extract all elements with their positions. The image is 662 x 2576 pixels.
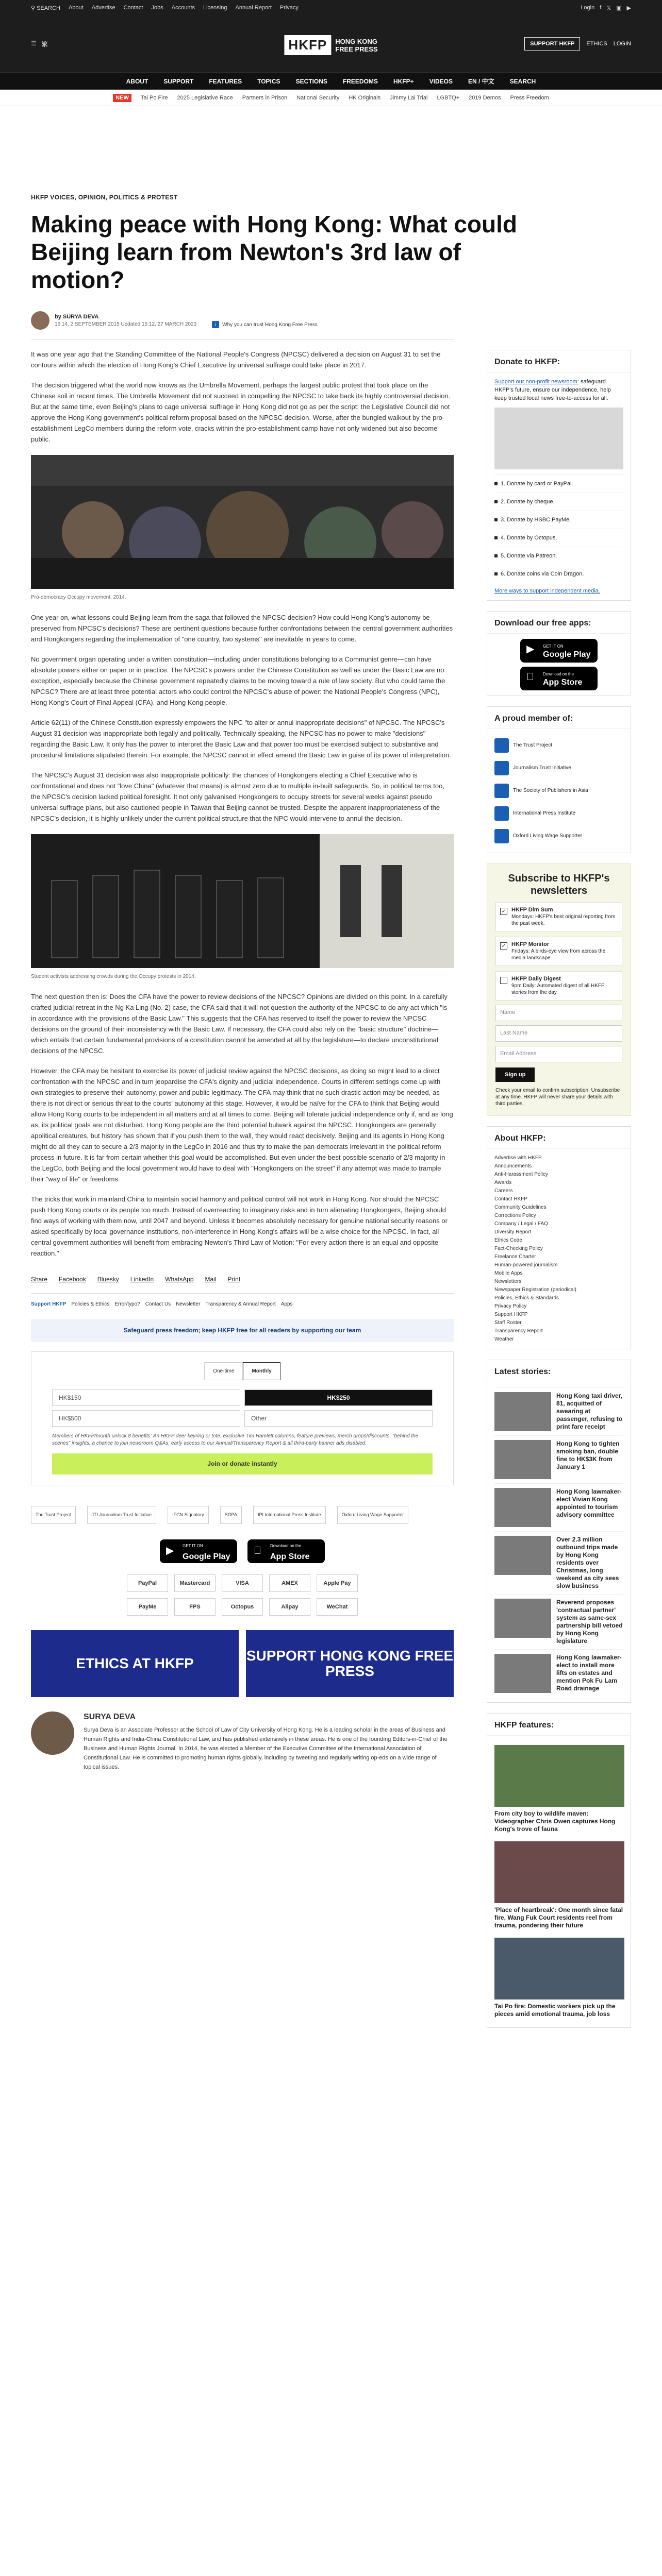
sidebar xyxy=(487,340,631,2028)
topbar-link-accounts[interactable]: Accounts xyxy=(171,5,195,11)
partner-logos xyxy=(31,1506,454,1524)
newsletter-option[interactable]: ✓ HKFP Dim Sum Mondays: HKFP's best original reporting from the past week. xyxy=(495,902,622,931)
top-utility-bar xyxy=(0,0,662,15)
byline xyxy=(31,311,631,330)
join-donate-button[interactable]: Join or donate instantly xyxy=(52,1453,433,1475)
author-box-name[interactable]: SURYA DEVA xyxy=(84,1713,136,1721)
logo-text: HONG KONG FREE PRESS xyxy=(335,37,378,53)
confirm-text: Check your email to confirm subscription. Unsubscribe at any time. HKFP will never share your details with third parties. xyxy=(495,1088,620,1107)
member-badge[interactable]: Oxford Living Wage Supporter xyxy=(494,825,623,848)
newsletter-widget xyxy=(487,863,631,1116)
apps-title: Download our free apps: xyxy=(487,612,631,634)
about-link[interactable]: Mobile Apps xyxy=(494,1270,523,1276)
paragraph: The next question then is: Does the CFA have the power to review decisions of the NPCSC? Opinions are divided on this point. In a carefully crafted judicial retreat in the Ng Ka Ling (No. 2) case, the CFA said that it will not question the authority of the NPCSC to do any act which "is in accordance with the provisions of the Basic Law." This suggests that the CFA has reserved to itself the power to review the NPCSC decisions on the ground of their inconsistency with the Basic Law. If necessary, the CFA could also rely on the "basic structure" doctrine—which entails that certain fundamental provisions of a constitution cannot be amended at all by the legislature—to declare unconstitutional decisions of the NPCSC. xyxy=(31,993,448,1055)
nav-search[interactable]: SEARCH xyxy=(509,77,536,85)
menu-icon[interactable]: ☰ xyxy=(31,39,37,47)
topbar-link-licensing[interactable]: Licensing xyxy=(203,5,227,11)
footer-link[interactable]: Newsletter xyxy=(176,1301,201,1307)
app-store-button[interactable]: Download on the App Store xyxy=(247,1539,325,1563)
member-badge[interactable]: The Society of Publishers in Asia xyxy=(494,779,623,802)
member-badge[interactable]: The Trust Project xyxy=(494,734,623,757)
donate-text: safeguard HKFP's future, ensure our independence, help keep trusted local news free-to-access for all. xyxy=(494,379,611,401)
payment-logo: AMEX xyxy=(269,1574,310,1592)
google-play-button[interactable]: ▶ GET IT ON Google Play xyxy=(520,639,598,663)
badge-logo xyxy=(494,761,509,775)
amount-option-selected[interactable]: HK$250 xyxy=(244,1389,433,1406)
trending-item[interactable]: National Security xyxy=(296,94,340,101)
page-container xyxy=(31,106,631,2018)
about-link[interactable]: Diversity Report xyxy=(494,1229,532,1235)
topbar-link-jobs[interactable]: Jobs xyxy=(151,5,163,11)
badge-logo xyxy=(494,738,509,753)
signup-button[interactable]: Sign up xyxy=(495,1067,535,1082)
member-badge[interactable]: International Press Institute xyxy=(494,802,623,825)
story-thumbnail xyxy=(494,1440,551,1479)
facebook-icon[interactable]: f xyxy=(600,5,602,11)
article-photo[interactable] xyxy=(31,834,454,968)
paragraph: The NPCSC's August 31 decision was also inappropriate politically: the chances of Hongkongers electing a Chief Executive who is confrontational and does not "love China" (whatever that means) is almost zero due to multiple in-built safeguards. So, in political terms too, the NPCSC's decision lacked political foresight. It not only galvanised Hongkongers to occupy streets for several weeks against pseudo universal suffrage plans, but also cautioned people in Taiwan that Beijing cannot be trusted. Despite the apparent inappropriateness of the NPCSC's decision, it is highly unlikely under the current political structure that the NPC would intervene to annul the decision. xyxy=(31,771,444,822)
latest-story[interactable]: Hong Kong lawmaker-elect Vivian Kong appointed to tourism advisory committee xyxy=(494,1483,623,1531)
about-link[interactable]: Privacy Policy xyxy=(494,1303,527,1309)
app-store-button[interactable]: Download on the App Store xyxy=(520,667,598,690)
about-link[interactable]: Support HKFP xyxy=(494,1312,528,1317)
donate-method[interactable]: 1. Donate by card or PayPal. xyxy=(494,474,623,493)
about-link[interactable]: Transparency Report xyxy=(494,1328,543,1334)
twitter-icon[interactable]: 𝕏 xyxy=(606,5,611,11)
author-bio: Surya Deva is an Associate Professor at the School of Law of City University of Hong Kong. He is a leading scholar in the areas of Business and Human Rights and India-China Constitutional Law, and has published extensively in these areas. He is one of the founding Editors-in-Chief of the Business and Human Rights Journal. In 2014, he was elected a Member of the Executive Committee of the International Association of Constitutional Law. He is committed to promoting human rights globally, including by tweeting and regularly writing op-eds on a wide range of topical issues. xyxy=(84,1727,448,1770)
article-body xyxy=(31,340,454,1772)
about-link[interactable]: Careers xyxy=(494,1188,513,1194)
footer-link[interactable]: Apps xyxy=(280,1301,293,1307)
trending-item[interactable]: Press Freedom xyxy=(510,94,549,101)
instagram-icon[interactable]: ▣ xyxy=(616,5,622,11)
partner-logo[interactable]: JTI Journalism Trust Initiative xyxy=(87,1506,157,1524)
about-title: About HKFP: xyxy=(487,1127,631,1149)
trust-link[interactable]: i Why you can trust Hong Kong Free Press xyxy=(212,321,318,328)
topbar-link-privacy[interactable]: Privacy xyxy=(279,5,299,11)
feature-thumbnail xyxy=(494,1745,624,1807)
about-link[interactable]: Human-powered journalism xyxy=(494,1262,558,1268)
youtube-icon[interactable]: ▶ xyxy=(626,5,631,11)
trending-item[interactable]: Jimmy Lai Trial xyxy=(390,94,428,101)
paragraph: The decision triggered what the world now knows as the Umbrella Movement, perhaps the largest public protest that took place on the Chinese soil in recent times. The Umbrella Movement did not succeed in compelling the NPCSC to take back its highly controversial decision. But at the same time, even Beijing's plans to cage universal suffrage in Hong Kong did not go as per the script: the Legislative Council did not approve the Hong Kong government's political reform proposal based on the NPCSC decision. Worse, after the bungled walkout by the pro-establishment LegCo members during the reform vote, cracks within the pro-establishment camp have not only widened but also become public. xyxy=(31,381,451,443)
author-box xyxy=(31,1711,454,1772)
nav-sections[interactable]: SECTIONS xyxy=(295,77,327,85)
promo-banners xyxy=(31,1630,454,1697)
share-mail[interactable]: Mail xyxy=(205,1276,217,1283)
latest-widget xyxy=(487,1360,631,1703)
last-name-field[interactable]: Last Name xyxy=(495,1025,622,1042)
search-link[interactable]: ⚲ SEARCH xyxy=(31,5,60,11)
topbar-link-contact[interactable]: Contact xyxy=(123,5,143,11)
logo-mark: HKFP xyxy=(284,35,331,55)
payment-logo: Mastercard xyxy=(174,1574,216,1592)
feature-story[interactable]: Tai Po fire: Domestic workers pick up the pieces amid emotional trauma, job loss xyxy=(494,1934,623,2022)
latest-story[interactable]: Over 2.3 million outbound trips made by Hong Kong residents over Christmas, long weekend as city sees slow business xyxy=(494,1531,623,1594)
play-icon: ▶ xyxy=(166,1545,174,1556)
donate-widget xyxy=(487,350,631,601)
trending-item[interactable]: Partners in Prison xyxy=(242,94,288,101)
ethics-banner[interactable]: ETHICS AT HKFP xyxy=(31,1630,239,1697)
apple-icon xyxy=(254,1546,261,1556)
main-nav xyxy=(0,72,662,90)
article-dates: 16:14, 2 SEPTEMBER 2015 Updated 15:12, 27 MARCH 2023 xyxy=(55,321,197,327)
nav-language[interactable]: EN / 中文 xyxy=(468,78,494,85)
about-link[interactable]: Fact-Checking Policy xyxy=(494,1246,543,1251)
amount-option-other[interactable]: Other xyxy=(244,1410,433,1427)
about-link[interactable]: Staff Roster xyxy=(494,1320,522,1326)
payment-logo: Apple Pay xyxy=(317,1574,358,1592)
donate-method[interactable]: 4. Donate by Octopus. xyxy=(494,529,623,547)
paragraph: No government organ operating under a written constitution—including under constitutions belonging to a Communist genre—can have absolute powers either on paper or in practice. The NPCSC's powers under the Chinese Constitution as well as under the Basic Law are no exception, especially because the Chinese government repeatedly claims to be moving toward a rule of law society. But who could tame the NPCSC? There are at least three potential actors who could control the NPCSC's abuse of power: the National People's Congress (NPC), Hong Kong's Court of Final Appeal (CFA), and Hong Kong people. xyxy=(31,655,445,706)
about-links xyxy=(487,1149,631,1349)
donate-method[interactable]: 2. Donate by cheque. xyxy=(494,493,623,511)
trending-bar xyxy=(0,90,662,106)
donation-frequency-tabs xyxy=(52,1362,433,1380)
footer-link[interactable]: Policies & Ethics xyxy=(71,1301,110,1307)
payment-logo: Alipay xyxy=(269,1598,310,1616)
payment-logo: WeChat xyxy=(317,1598,358,1616)
protest-crowd-image xyxy=(31,455,454,589)
trending-item[interactable]: 2025 Legislative Race xyxy=(177,94,233,101)
feature-thumbnail xyxy=(494,1938,624,1999)
share-bluesky[interactable]: Bluesky xyxy=(97,1276,119,1283)
about-link[interactable]: Corrections Policy xyxy=(494,1213,536,1218)
payment-methods xyxy=(108,1574,376,1616)
partner-logo[interactable]: The Trust Project xyxy=(31,1506,76,1524)
payment-logo: FPS xyxy=(174,1598,216,1616)
latest-story[interactable]: Reverend proposes 'contractual partner' system as same-sex partnership bill vetoed by Hong Kong legislature xyxy=(494,1594,623,1649)
checkbox[interactable]: ✓ xyxy=(500,908,507,915)
support-hkfp-button[interactable]: SUPPORT HKFP xyxy=(524,37,580,50)
trending-item[interactable]: LGBTQ+ xyxy=(437,94,460,101)
donate-method[interactable]: 5. Donate via Patreon. xyxy=(494,547,623,565)
membership-benefits-text: Members of HKFP/month unlock 8 benefits: An HKFP deer keyring or tote, exclusive Tim Hamlett columns, feature previews, merch drops/discounts, "behind the scenes" insights, a chance to join newsroom Q&As, early access to our Annual/Transparency Report & all third-party banner ads disabled. xyxy=(52,1433,419,1446)
trending-item[interactable]: 2019 Demos xyxy=(469,94,501,101)
about-link[interactable]: Advertise with HKFP xyxy=(494,1155,542,1161)
google-play-button[interactable]: ▶ GET IT ON Google Play xyxy=(160,1539,237,1563)
about-link[interactable]: Ethics Code xyxy=(494,1238,522,1243)
about-link[interactable]: Announcements xyxy=(494,1163,532,1169)
checkbox[interactable] xyxy=(500,977,507,984)
badge-logo xyxy=(494,784,509,798)
footer-link[interactable]: Error/typo? xyxy=(114,1301,140,1307)
nav-about[interactable]: ABOUT xyxy=(126,77,148,85)
newsletter-option[interactable]: HKFP Daily Digest 9pm Daily: Automated digest of all HKFP stories from the day. xyxy=(495,971,622,1001)
masthead xyxy=(0,15,662,72)
about-link[interactable]: Newspaper Registration (periodical) xyxy=(494,1287,576,1293)
site-logo[interactable] xyxy=(284,35,377,55)
donate-method[interactable]: 6. Donate coins via Coin Dragon. xyxy=(494,565,623,583)
apple-icon xyxy=(526,673,534,681)
nav-features[interactable]: FEATURES xyxy=(209,77,242,85)
partner-logo[interactable]: IPI International Press Institute xyxy=(253,1506,326,1524)
article-footer-links xyxy=(31,1293,454,1310)
story-thumbnail xyxy=(494,1654,551,1693)
story-thumbnail xyxy=(494,1599,551,1638)
article-categories[interactable]: HKFP VOICES, OPINION, POLITICS & PROTEST xyxy=(31,194,178,201)
donate-title: Donate to HKFP: xyxy=(487,350,631,372)
nav-support[interactable]: SUPPORT xyxy=(163,77,194,85)
nav-hkfp-plus[interactable]: HKFP+ xyxy=(393,77,414,85)
badge-logo xyxy=(494,829,509,843)
amount-grid xyxy=(52,1389,433,1427)
play-icon: ▶ xyxy=(526,643,535,655)
about-link[interactable]: Policies, Ethics & Standards xyxy=(494,1295,559,1301)
share-label[interactable]: Share xyxy=(31,1276,48,1283)
article-photo[interactable] xyxy=(31,455,454,589)
share-whatsapp[interactable]: WhatsApp xyxy=(165,1276,194,1283)
share-facebook[interactable]: Facebook xyxy=(59,1276,86,1283)
latest-title: Latest stories: xyxy=(487,1360,631,1382)
about-link[interactable]: Anti-Harassment Policy xyxy=(494,1172,548,1177)
about-link[interactable]: Freelance Charter xyxy=(494,1254,536,1260)
footer-link[interactable]: Transparency & Annual Report xyxy=(205,1301,276,1307)
topbar-link-annual-report[interactable]: Annual Report xyxy=(235,5,272,11)
feature-story[interactable]: From city boy to wildlife maven: Videographer Chris Owen captures Hong Kong's trove of fauna xyxy=(494,1741,623,1837)
partner-logo[interactable]: SOPA xyxy=(220,1506,242,1524)
email-field[interactable]: Email Address xyxy=(495,1046,622,1062)
about-link[interactable]: Newsletters xyxy=(494,1279,522,1284)
latest-story[interactable]: Hong Kong to tighten smoking ban, double fine to HK$3K from January 1 xyxy=(494,1435,623,1483)
new-badge: NEW xyxy=(113,94,131,102)
newsletter-title: Subscribe to HKFP's newsletters xyxy=(508,873,610,896)
story-thumbnail xyxy=(494,1392,551,1431)
payment-logo: Octopus xyxy=(222,1598,263,1616)
donate-image xyxy=(494,408,623,469)
story-thumbnail xyxy=(494,1536,551,1575)
tab-one-time[interactable]: One-time xyxy=(204,1362,243,1380)
author-name[interactable]: by SURYA DEVA xyxy=(55,314,99,320)
badge-logo xyxy=(494,806,509,821)
share-linkedin[interactable]: LinkedIn xyxy=(130,1276,154,1283)
author-avatar[interactable] xyxy=(31,311,49,330)
member-title: A proud member of: xyxy=(487,707,631,729)
article-title: Making peace with Hong Kong: What could Beijing learn from Newton's 3rd law of motion? xyxy=(31,211,517,293)
ethics-link[interactable]: ETHICS xyxy=(586,41,607,47)
member-badge[interactable]: Journalism Trust Initiative xyxy=(494,757,623,779)
latest-story[interactable]: Hong Kong lawmaker-elect to install more lifts on estates and mention Pok Fu Lam Road drainage xyxy=(494,1649,623,1697)
photo-caption: Student activists addressing crowds during the Occupy protests in 2014. xyxy=(31,974,196,979)
story-thumbnail xyxy=(494,1488,551,1527)
amount-option[interactable]: HK$150 xyxy=(52,1389,240,1406)
footer-support-link[interactable]: Support HKFP xyxy=(31,1301,67,1307)
about-link[interactable]: Community Guidelines xyxy=(494,1205,547,1210)
paragraph: One year on, what lessons could Beijing learn from the saga that followed the NPCSC decision? How could Hong Kong's autonomy be preserved from NPCSC's decisions? These are pertinent questions because further confrontations between the central government authorities and Hongkongers regarding the implementation of "one country, two systems" are inevitable in years to come. xyxy=(31,614,453,643)
partner-logo[interactable]: IFCN Signatory xyxy=(168,1506,209,1524)
student-activists-image xyxy=(31,834,454,968)
apps-widget xyxy=(487,611,631,696)
feature-story[interactable]: 'Place of heartbreak': One month since fatal fire, Wang Fuk Court residents reel from trauma, pondering their future xyxy=(494,1837,623,1934)
paragraph: However, the CFA may be hesitant to exercise its power of judicial review against the NPCSC decisions, as doing so might lead to a direct confrontation with the NPCSC and in turn jeopardise the CFA's dignity and judicial independence. Courts in different settings come up with own strategies to preserve their autonomy, power and public legitimacy. The CFA may think that no such drastic action may be needed, as there is not direct or serious threat to the courts' autonomy at this stage. However, it would be naïve for the CFA to think that Beijing would allow Hong Kong courts to be independent in all matters and at all times to come. Beijing will tolerate judicial independence only if, and as long as, its political goals are not disturbed. Hong Kong people are the third potential bulwark against the NPCSC. Hongkongers are generally apolitical creatures, but history has shown that if you push them to the wall, they would react decisively. Beijing and its agents in Hong Kong might do all they can to secure a 2/3 majority in the LegCo in 2016 and thus try to make the pan-democrats irrelevant in the political reform process in future. It is far from certain whether this goal would be accomplished. But even under the best possible scenario of 2/3 majority in the LegCo, both Beijing and the local government would have to deal with "Hongkongers on the street" if any attempt was made to trample their "way of life" or freedoms. xyxy=(31,1067,453,1183)
payment-logo: PayPal xyxy=(127,1574,168,1592)
topbar-link-advertise[interactable]: Advertise xyxy=(91,5,115,11)
feature-thumbnail xyxy=(494,1841,624,1903)
about-link[interactable]: Company / Legal / FAQ xyxy=(494,1221,548,1227)
donate-method[interactable]: 3. Donate by HSBC PayMe. xyxy=(494,511,623,529)
support-banner[interactable]: SUPPORT HONG KONG FREE PRESS xyxy=(246,1630,454,1697)
payment-logo: PayMe xyxy=(127,1598,168,1616)
tab-monthly[interactable]: Monthly xyxy=(243,1362,280,1380)
photo-caption: Pro-democracy Occupy movement, 2014. xyxy=(31,595,126,600)
about-link[interactable]: Awards xyxy=(494,1180,512,1185)
share-bar xyxy=(31,1274,454,1285)
paragraph: Article 62(11) of the Chinese Constitution expressly empowers the NPC "to alter or annul inappropriate decisions" of NPCSC. The NPCSC's August 31 decision was inappropriate both legally and politically. Technically speaking, the NPCSC has no power to make "decisions" regarding the Basic Law. It only has the power to interpret the Basic Law and that power too must be exercised subject to substantive and procedural limitations stipulated therein. For example, the NPCSC cannot in effect amend the Basic Law in guise of its power of interpretation. xyxy=(31,719,451,759)
paragraph: It was one year ago that the Standing Committee of the National People's Congress (NPCSC) delivered a decision on August 31 to set the contours within which the election of Hong Kong's Chief Executive by universal suffrage could take place in 2017. xyxy=(31,350,441,369)
checkbox[interactable]: ✓ xyxy=(500,942,507,950)
donate-link[interactable]: Support our non-profit newsroom: xyxy=(494,379,579,385)
about-link[interactable]: Weather xyxy=(494,1336,514,1342)
features-title: HKFP features: xyxy=(487,1714,631,1736)
name-field[interactable]: Name xyxy=(495,1005,622,1021)
latest-story[interactable]: Hong Kong taxi driver, 81, acquitted of swearing at passenger, refusing to print fare receipt xyxy=(494,1387,623,1435)
share-print[interactable]: Print xyxy=(227,1276,241,1283)
member-widget xyxy=(487,706,631,853)
newsletter-option[interactable]: ✓ HKFP Monitor Fridays: A birds-eye view from across the media landscape. xyxy=(495,937,622,966)
donation-widget xyxy=(31,1351,454,1485)
features-widget xyxy=(487,1713,631,2028)
topbar-link-login[interactable]: Login xyxy=(581,5,595,11)
safeguard-banner[interactable]: Safeguard press freedom; keep HKFP free for all readers by supporting our team xyxy=(31,1319,454,1342)
payment-logo: VISA xyxy=(222,1574,263,1592)
language-toggle[interactable]: 繁 xyxy=(41,40,48,48)
nav-videos[interactable]: VIDEOS xyxy=(429,77,453,85)
nav-topics[interactable]: TOPICS xyxy=(257,77,280,85)
amount-option[interactable]: HK$500 xyxy=(52,1410,240,1427)
topbar-link-about[interactable]: About xyxy=(68,5,84,11)
about-link[interactable]: Contact HKFP xyxy=(494,1196,527,1202)
login-link[interactable]: LOGIN xyxy=(613,41,631,47)
about-widget xyxy=(487,1126,631,1349)
trending-item[interactable]: Tai Po Fire xyxy=(140,94,168,101)
more-ways-link[interactable]: More ways to support independent media. xyxy=(494,588,600,594)
partner-logo[interactable]: Oxford Living Wage Supporter xyxy=(337,1506,409,1524)
author-photo[interactable] xyxy=(31,1711,74,1755)
nav-freedoms[interactable]: FREEDOMS xyxy=(342,77,378,85)
footer-link[interactable]: Contact Us xyxy=(145,1301,171,1307)
info-icon: i xyxy=(212,321,219,328)
ad-space xyxy=(31,106,631,173)
paragraph: The tricks that work in mainland China to maintain social harmony and political control will not work in Hong Kong. Nor should the NPCSC push Hong Kong courts or its people too much. Instead of overreacting to imaginary risks and in turn alienating Hongkongers, Beijing should find ways of working with them now, until 2047 and beyond. Unless it becomes absolutely necessary for genuine national security reasons or asked specifically by local governance institutions, non-interference in Hong Kong's affairs will be a wise choice for the NPCSC. In fact, all central government authorities will benefit from embracing Newton's Third Law of Motion: "For every action there is an equal and opposite reaction." xyxy=(31,1195,448,1257)
app-download-buttons xyxy=(31,1539,454,1563)
trending-item[interactable]: HK Originals xyxy=(349,94,381,101)
